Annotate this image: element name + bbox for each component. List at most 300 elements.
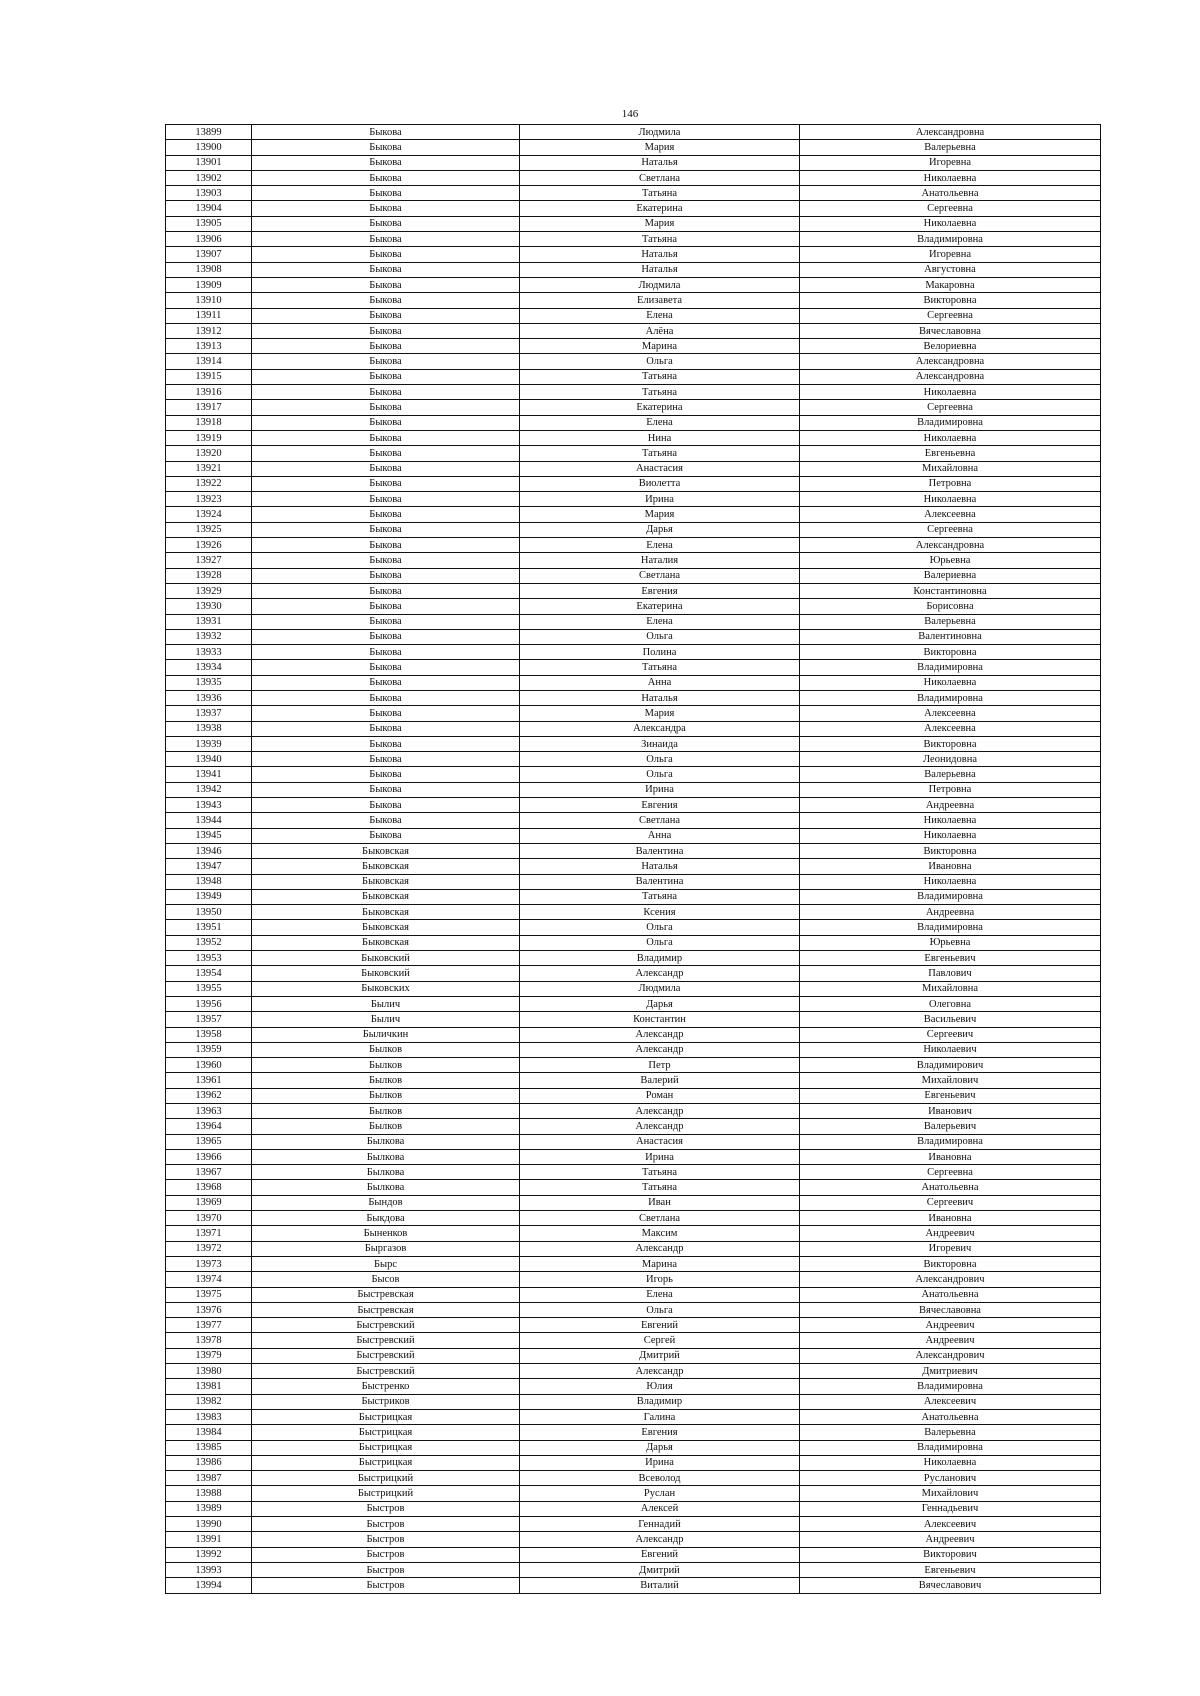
patronymic-cell: Геннадьевич: [800, 1501, 1101, 1516]
given-name-cell: Наталья: [520, 859, 800, 874]
surname-cell: Быкова: [252, 675, 520, 690]
row-number-cell: 13975: [166, 1287, 252, 1302]
table-row: [166, 859, 1101, 874]
given-name-cell: Нина: [520, 430, 800, 445]
surname-cell: Быковская: [252, 874, 520, 889]
given-name-cell: Наталья: [520, 155, 800, 170]
given-name-cell: Анна: [520, 828, 800, 843]
surname-cell: Быкова: [252, 492, 520, 507]
row-number-cell: 13965: [166, 1134, 252, 1149]
surname-cell: Быкова: [252, 782, 520, 797]
given-name-cell: Екатерина: [520, 599, 800, 614]
given-name-cell: Татьяна: [520, 186, 800, 201]
row-number-cell: 13938: [166, 721, 252, 736]
patronymic-cell: Николаевна: [800, 492, 1101, 507]
surname-cell: Быличкин: [252, 1027, 520, 1042]
patronymic-cell: Владимировна: [800, 660, 1101, 675]
patronymic-cell: Валериевна: [800, 568, 1101, 583]
row-number-cell: 13927: [166, 553, 252, 568]
given-name-cell: Ольга: [520, 935, 800, 950]
patronymic-cell: Велориевна: [800, 339, 1101, 354]
table-row: [166, 1058, 1101, 1073]
given-name-cell: Татьяна: [520, 1165, 800, 1180]
row-number-cell: 13923: [166, 492, 252, 507]
table-row: [166, 874, 1101, 889]
given-name-cell: Елена: [520, 538, 800, 553]
given-name-cell: Татьяна: [520, 660, 800, 675]
row-number-cell: 13957: [166, 1012, 252, 1027]
patronymic-cell: Ивановна: [800, 1211, 1101, 1226]
table-row: [166, 1486, 1101, 1501]
table-row: [166, 277, 1101, 292]
table-row: [166, 1547, 1101, 1562]
table-row: [166, 155, 1101, 170]
patronymic-cell: Николаевна: [800, 813, 1101, 828]
surname-cell: Быстров: [252, 1562, 520, 1577]
given-name-cell: Ольга: [520, 629, 800, 644]
row-number-cell: 13924: [166, 507, 252, 522]
row-number-cell: 13936: [166, 690, 252, 705]
table-row: [166, 920, 1101, 935]
patronymic-cell: Александрович: [800, 1272, 1101, 1287]
patronymic-cell: Алексеевна: [800, 507, 1101, 522]
table-row: [166, 1348, 1101, 1363]
row-number-cell: 13981: [166, 1379, 252, 1394]
table-row: [166, 1149, 1101, 1164]
given-name-cell: Владимир: [520, 951, 800, 966]
row-number-cell: 13935: [166, 675, 252, 690]
surname-cell: Быкова: [252, 155, 520, 170]
surname-cell: Быкова: [252, 385, 520, 400]
surname-cell: Былков: [252, 1104, 520, 1119]
surname-cell: Быкова: [252, 645, 520, 660]
given-name-cell: Марина: [520, 339, 800, 354]
row-number-cell: 13971: [166, 1226, 252, 1241]
surname-cell: Быкова: [252, 415, 520, 430]
table-row: [166, 476, 1101, 491]
surname-cell: Быстриков: [252, 1394, 520, 1409]
surname-cell: Быкова: [252, 430, 520, 445]
registry-table: [165, 124, 1101, 1594]
surname-cell: Былков: [252, 1042, 520, 1057]
patronymic-cell: Анатольевна: [800, 186, 1101, 201]
patronymic-cell: Игоревна: [800, 247, 1101, 262]
given-name-cell: Дарья: [520, 522, 800, 537]
surname-cell: Быргазов: [252, 1241, 520, 1256]
table-row: [166, 675, 1101, 690]
given-name-cell: Мария: [520, 706, 800, 721]
patronymic-cell: Николаевна: [800, 170, 1101, 185]
patronymic-cell: Андреевич: [800, 1333, 1101, 1348]
table-row: [166, 1455, 1101, 1470]
table-row: [166, 170, 1101, 185]
patronymic-cell: Дмитриевич: [800, 1364, 1101, 1379]
row-number-cell: 13911: [166, 308, 252, 323]
row-number-cell: 13959: [166, 1042, 252, 1057]
table-row: [166, 690, 1101, 705]
surname-cell: Быстревская: [252, 1287, 520, 1302]
patronymic-cell: Сергеевна: [800, 308, 1101, 323]
given-name-cell: Светлана: [520, 1211, 800, 1226]
given-name-cell: Роман: [520, 1088, 800, 1103]
given-name-cell: Ольга: [520, 767, 800, 782]
table-row: [166, 262, 1101, 277]
surname-cell: Былич: [252, 996, 520, 1011]
surname-cell: Быковская: [252, 889, 520, 904]
surname-cell: Быненков: [252, 1226, 520, 1241]
row-number-cell: 13948: [166, 874, 252, 889]
patronymic-cell: Алексеевна: [800, 721, 1101, 736]
row-number-cell: 13979: [166, 1348, 252, 1363]
given-name-cell: Мария: [520, 507, 800, 522]
patronymic-cell: Алексеевич: [800, 1394, 1101, 1409]
table-row: [166, 1578, 1101, 1593]
row-number-cell: 13967: [166, 1165, 252, 1180]
given-name-cell: Геннадий: [520, 1517, 800, 1532]
patronymic-cell: Андреевич: [800, 1226, 1101, 1241]
registry-body: [166, 125, 1101, 1594]
table-row: [166, 828, 1101, 843]
surname-cell: Быкова: [252, 568, 520, 583]
table-row: [166, 1119, 1101, 1134]
surname-cell: Быкова: [252, 721, 520, 736]
surname-cell: Быкова: [252, 798, 520, 813]
table-row: [166, 583, 1101, 598]
patronymic-cell: Евгеньевич: [800, 1562, 1101, 1577]
surname-cell: Быстров: [252, 1578, 520, 1593]
given-name-cell: Александра: [520, 721, 800, 736]
surname-cell: Былкова: [252, 1165, 520, 1180]
surname-cell: Быковская: [252, 905, 520, 920]
table-row: [166, 767, 1101, 782]
patronymic-cell: Владимировна: [800, 690, 1101, 705]
row-number-cell: 13931: [166, 614, 252, 629]
table-row: [166, 216, 1101, 231]
row-number-cell: 13980: [166, 1364, 252, 1379]
table-row: [166, 966, 1101, 981]
table-row: [166, 1394, 1101, 1409]
patronymic-cell: Вячеславовна: [800, 323, 1101, 338]
table-row: [166, 1226, 1101, 1241]
patronymic-cell: Сергеевич: [800, 1027, 1101, 1042]
patronymic-cell: Валерьевна: [800, 767, 1101, 782]
row-number-cell: 13902: [166, 170, 252, 185]
table-row: [166, 1440, 1101, 1455]
patronymic-cell: Викторовна: [800, 1256, 1101, 1271]
patronymic-cell: Евгеньевич: [800, 1088, 1101, 1103]
surname-cell: Быковская: [252, 920, 520, 935]
patronymic-cell: Андреевна: [800, 905, 1101, 920]
surname-cell: Быстрицкая: [252, 1425, 520, 1440]
table-row: [166, 706, 1101, 721]
row-number-cell: 13956: [166, 996, 252, 1011]
row-number-cell: 13966: [166, 1149, 252, 1164]
row-number-cell: 13961: [166, 1073, 252, 1088]
patronymic-cell: Владимировна: [800, 232, 1101, 247]
table-row: [166, 843, 1101, 858]
row-number-cell: 13973: [166, 1256, 252, 1271]
surname-cell: Бырс: [252, 1256, 520, 1271]
surname-cell: Быстревский: [252, 1348, 520, 1363]
patronymic-cell: Николаевна: [800, 1455, 1101, 1470]
given-name-cell: Сергей: [520, 1333, 800, 1348]
given-name-cell: Татьяна: [520, 369, 800, 384]
given-name-cell: Иван: [520, 1195, 800, 1210]
patronymic-cell: Августовна: [800, 262, 1101, 277]
patronymic-cell: Андреевич: [800, 1318, 1101, 1333]
surname-cell: Быкова: [252, 614, 520, 629]
table-row: [166, 614, 1101, 629]
surname-cell: Быкова: [252, 522, 520, 537]
given-name-cell: Валентина: [520, 843, 800, 858]
given-name-cell: Елизавета: [520, 293, 800, 308]
table-row: [166, 446, 1101, 461]
patronymic-cell: Викторович: [800, 1547, 1101, 1562]
given-name-cell: Виталий: [520, 1578, 800, 1593]
surname-cell: Быстрицкая: [252, 1440, 520, 1455]
surname-cell: Быкдова: [252, 1211, 520, 1226]
table-row: [166, 354, 1101, 369]
given-name-cell: Людмила: [520, 125, 800, 140]
surname-cell: Быстревская: [252, 1302, 520, 1317]
patronymic-cell: Игоревич: [800, 1241, 1101, 1256]
patronymic-cell: Николаевич: [800, 1042, 1101, 1057]
row-number-cell: 13990: [166, 1517, 252, 1532]
patronymic-cell: Вячеславовна: [800, 1302, 1101, 1317]
given-name-cell: Александр: [520, 1104, 800, 1119]
table-row: [166, 1562, 1101, 1577]
row-number-cell: 13928: [166, 568, 252, 583]
table-row: [166, 660, 1101, 675]
table-row: [166, 1333, 1101, 1348]
row-number-cell: 13968: [166, 1180, 252, 1195]
patronymic-cell: Валерьевна: [800, 614, 1101, 629]
given-name-cell: Александр: [520, 1042, 800, 1057]
given-name-cell: Галина: [520, 1409, 800, 1424]
table-row: [166, 507, 1101, 522]
row-number-cell: 13962: [166, 1088, 252, 1103]
table-row: [166, 599, 1101, 614]
surname-cell: Быстрицкий: [252, 1471, 520, 1486]
patronymic-cell: Викторовна: [800, 645, 1101, 660]
table-row: [166, 1287, 1101, 1302]
given-name-cell: Максим: [520, 1226, 800, 1241]
row-number-cell: 13978: [166, 1333, 252, 1348]
given-name-cell: Анастасия: [520, 1134, 800, 1149]
surname-cell: Быкова: [252, 446, 520, 461]
row-number-cell: 13926: [166, 538, 252, 553]
table-row: [166, 1211, 1101, 1226]
row-number-cell: 13983: [166, 1409, 252, 1424]
table-row: [166, 430, 1101, 445]
table-row: [166, 1195, 1101, 1210]
surname-cell: Быкова: [252, 140, 520, 155]
surname-cell: Быковская: [252, 843, 520, 858]
given-name-cell: Валерий: [520, 1073, 800, 1088]
patronymic-cell: Владимировна: [800, 889, 1101, 904]
patronymic-cell: Михайловна: [800, 981, 1101, 996]
surname-cell: Быкова: [252, 813, 520, 828]
table-row: [166, 1073, 1101, 1088]
surname-cell: Быкова: [252, 201, 520, 216]
surname-cell: Быкова: [252, 293, 520, 308]
surname-cell: Быкова: [252, 553, 520, 568]
surname-cell: Быкова: [252, 247, 520, 262]
row-number-cell: 13988: [166, 1486, 252, 1501]
table-row: [166, 1379, 1101, 1394]
surname-cell: Быкова: [252, 660, 520, 675]
patronymic-cell: Викторовна: [800, 736, 1101, 751]
surname-cell: Быстров: [252, 1517, 520, 1532]
table-row: [166, 813, 1101, 828]
page-number: 146: [621, 108, 639, 120]
table-row: [166, 385, 1101, 400]
row-number-cell: 13976: [166, 1302, 252, 1317]
patronymic-cell: Анатольевна: [800, 1287, 1101, 1302]
given-name-cell: Наталья: [520, 690, 800, 705]
surname-cell: Быкова: [252, 125, 520, 140]
table-row: [166, 1104, 1101, 1119]
patronymic-cell: Николаевна: [800, 385, 1101, 400]
row-number-cell: 13942: [166, 782, 252, 797]
row-number-cell: 13989: [166, 1501, 252, 1516]
given-name-cell: Ирина: [520, 1455, 800, 1470]
patronymic-cell: Игоревна: [800, 155, 1101, 170]
given-name-cell: Мария: [520, 140, 800, 155]
row-number-cell: 13952: [166, 935, 252, 950]
surname-cell: Быстров: [252, 1532, 520, 1547]
row-number-cell: 13974: [166, 1272, 252, 1287]
surname-cell: Былич: [252, 1012, 520, 1027]
patronymic-cell: Павлович: [800, 966, 1101, 981]
given-name-cell: Марина: [520, 1256, 800, 1271]
surname-cell: Быкова: [252, 369, 520, 384]
given-name-cell: Татьяна: [520, 446, 800, 461]
patronymic-cell: Владимировна: [800, 1134, 1101, 1149]
row-number-cell: 13904: [166, 201, 252, 216]
row-number-cell: 13937: [166, 706, 252, 721]
table-row: [166, 293, 1101, 308]
table-row: [166, 1165, 1101, 1180]
surname-cell: Быкова: [252, 400, 520, 415]
surname-cell: Быстрицкий: [252, 1486, 520, 1501]
given-name-cell: Ольга: [520, 354, 800, 369]
row-number-cell: 13949: [166, 889, 252, 904]
surname-cell: Быкова: [252, 216, 520, 231]
given-name-cell: Светлана: [520, 170, 800, 185]
given-name-cell: Анна: [520, 675, 800, 690]
row-number-cell: 13992: [166, 1547, 252, 1562]
given-name-cell: Александр: [520, 1119, 800, 1134]
row-number-cell: 13916: [166, 385, 252, 400]
given-name-cell: Людмила: [520, 277, 800, 292]
patronymic-cell: Викторовна: [800, 843, 1101, 858]
surname-cell: Быкова: [252, 339, 520, 354]
patronymic-cell: Юрьевна: [800, 553, 1101, 568]
patronymic-cell: Сергеевна: [800, 522, 1101, 537]
patronymic-cell: Русланович: [800, 1471, 1101, 1486]
patronymic-cell: Валерьевич: [800, 1119, 1101, 1134]
patronymic-cell: Николаевна: [800, 874, 1101, 889]
surname-cell: Былков: [252, 1058, 520, 1073]
patronymic-cell: Петровна: [800, 782, 1101, 797]
given-name-cell: Александр: [520, 1364, 800, 1379]
row-number-cell: 13934: [166, 660, 252, 675]
surname-cell: Быковских: [252, 981, 520, 996]
row-number-cell: 13994: [166, 1578, 252, 1593]
table-row: [166, 400, 1101, 415]
given-name-cell: Ирина: [520, 782, 800, 797]
row-number-cell: 13933: [166, 645, 252, 660]
row-number-cell: 13929: [166, 583, 252, 598]
table-row: [166, 247, 1101, 262]
surname-cell: Быстрицкая: [252, 1455, 520, 1470]
row-number-cell: 13977: [166, 1318, 252, 1333]
row-number-cell: 13982: [166, 1394, 252, 1409]
given-name-cell: Елена: [520, 614, 800, 629]
patronymic-cell: Владимировна: [800, 415, 1101, 430]
given-name-cell: Татьяна: [520, 385, 800, 400]
given-name-cell: Екатерина: [520, 201, 800, 216]
patronymic-cell: Леонидовна: [800, 752, 1101, 767]
table-row: [166, 1517, 1101, 1532]
patronymic-cell: Александровна: [800, 125, 1101, 140]
row-number-cell: 13919: [166, 430, 252, 445]
patronymic-cell: Сергеевна: [800, 400, 1101, 415]
patronymic-cell: Николаевна: [800, 828, 1101, 843]
table-row: [166, 889, 1101, 904]
patronymic-cell: Олеговна: [800, 996, 1101, 1011]
table-row: [166, 782, 1101, 797]
given-name-cell: Александр: [520, 1241, 800, 1256]
patronymic-cell: Борисовна: [800, 599, 1101, 614]
row-number-cell: 13903: [166, 186, 252, 201]
patronymic-cell: Васильевич: [800, 1012, 1101, 1027]
given-name-cell: Светлана: [520, 568, 800, 583]
surname-cell: Быстров: [252, 1501, 520, 1516]
surname-cell: Быковская: [252, 935, 520, 950]
given-name-cell: Зинаида: [520, 736, 800, 751]
table-row: [166, 905, 1101, 920]
given-name-cell: Руслан: [520, 1486, 800, 1501]
row-number-cell: 13985: [166, 1440, 252, 1455]
surname-cell: Быкова: [252, 476, 520, 491]
row-number-cell: 13946: [166, 843, 252, 858]
row-number-cell: 13925: [166, 522, 252, 537]
given-name-cell: Юлия: [520, 1379, 800, 1394]
table-row: [166, 1501, 1101, 1516]
surname-cell: Бысов: [252, 1272, 520, 1287]
patronymic-cell: Валерьевна: [800, 140, 1101, 155]
patronymic-cell: Александровна: [800, 354, 1101, 369]
surname-cell: Былков: [252, 1088, 520, 1103]
patronymic-cell: Андреевич: [800, 1532, 1101, 1547]
table-row: [166, 308, 1101, 323]
given-name-cell: Анастасия: [520, 461, 800, 476]
row-number-cell: 13908: [166, 262, 252, 277]
table-row: [166, 996, 1101, 1011]
patronymic-cell: Макаровна: [800, 277, 1101, 292]
given-name-cell: Александр: [520, 1027, 800, 1042]
given-name-cell: Татьяна: [520, 232, 800, 247]
patronymic-cell: Анатольевна: [800, 1180, 1101, 1195]
table-row: [166, 1364, 1101, 1379]
given-name-cell: Елена: [520, 415, 800, 430]
given-name-cell: Алексей: [520, 1501, 800, 1516]
patronymic-cell: Ивановна: [800, 859, 1101, 874]
surname-cell: Быкова: [252, 767, 520, 782]
surname-cell: Быкова: [252, 277, 520, 292]
